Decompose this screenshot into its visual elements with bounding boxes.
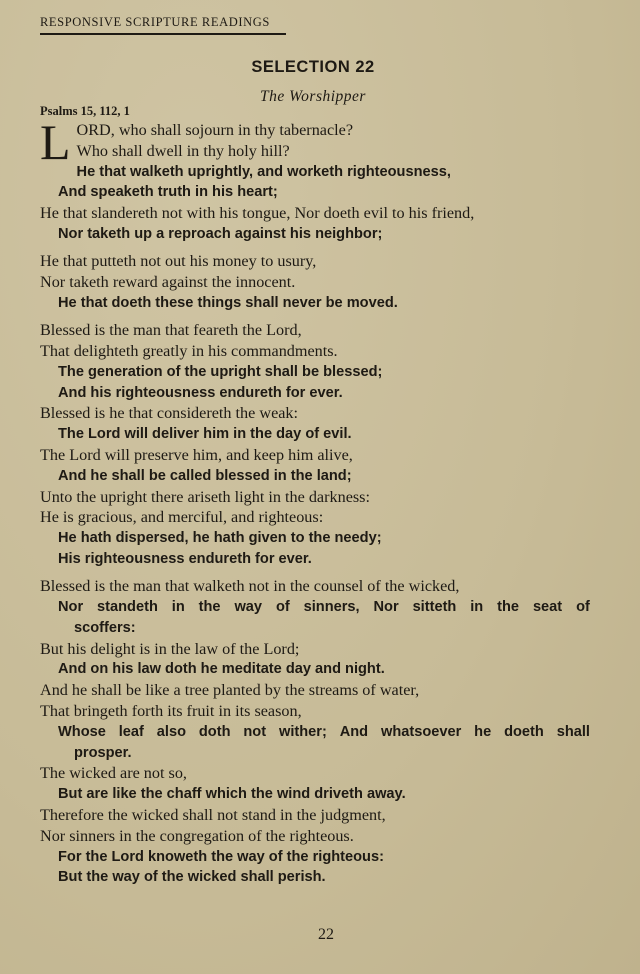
reader-line: The wicked are not so, bbox=[40, 764, 187, 783]
selection-title: SELECTION 22 bbox=[251, 58, 375, 76]
response-line: He hath dispersed, he hath given to the needy; bbox=[58, 530, 382, 547]
reader-line: That delighteth greatly in his commandments. bbox=[40, 341, 338, 360]
stanza bbox=[40, 251, 600, 313]
response-line: He that walketh uprightly, and worketh righteousness, bbox=[76, 163, 451, 180]
stanza bbox=[40, 320, 600, 570]
reading-text bbox=[40, 114, 600, 895]
reader-line: He that putteth not out his money to usury, bbox=[40, 252, 317, 271]
response-line: And he shall be called blessed in the land; bbox=[58, 467, 352, 484]
response-line: But the way of the wicked shall perish. bbox=[58, 869, 326, 886]
stanza bbox=[40, 576, 600, 888]
response-line: And his righteousness endureth for ever. bbox=[58, 384, 343, 401]
response-line: But are like the chaff which the wind driveth away. bbox=[58, 786, 406, 803]
response-line: For the Lord knoweth the way of the righteous: bbox=[58, 848, 384, 865]
response-line-text: Nor standeth in the way of sinners, Nor sitteth in the seat of bbox=[58, 599, 590, 616]
response-line: The Lord will deliver him in the day of evil. bbox=[58, 426, 352, 443]
response-line: The generation of the upright shall be blessed; bbox=[58, 363, 383, 380]
reader-line: He is gracious, and merciful, and righteous: bbox=[40, 508, 324, 527]
scripture-reference: Psalms 15, 112, 1 bbox=[40, 104, 130, 118]
reader-line: But his delight is in the law of the Lord; bbox=[40, 639, 300, 658]
reader-line: He that slandereth not with his tongue, Nor doeth evil to his friend, bbox=[40, 204, 475, 223]
stanza bbox=[40, 114, 600, 245]
response-line: He that doeth these things shall never be moved. bbox=[58, 294, 398, 311]
response-line: And on his law doth he meditate day and night. bbox=[58, 661, 385, 678]
reader-line: Blessed is the man that walketh not in the counsel of the wicked, bbox=[40, 577, 460, 596]
reader-line: The Lord will preserve him, and keep him alive, bbox=[40, 445, 353, 464]
reader-line: Nor sinners in the congregation of the righteous. bbox=[40, 826, 354, 845]
reader-line: Nor taketh reward against the innocent. bbox=[40, 273, 296, 292]
response-line bbox=[40, 597, 600, 618]
response-line-continuation: scoffers: bbox=[74, 619, 136, 636]
reader-line: Blessed is he that considereth the weak: bbox=[40, 404, 299, 423]
drop-cap: L bbox=[40, 114, 71, 170]
reader-line: That bringeth forth its fruit in its season, bbox=[40, 702, 302, 721]
selection-subtitle: The Worshipper bbox=[260, 88, 366, 105]
response-line: And speaketh truth in his heart; bbox=[58, 184, 278, 201]
response-line-text: Whose leaf also doth not wither; And whatsoever he doeth shall bbox=[58, 723, 590, 740]
reader-line: And he shall be like a tree planted by the streams of water, bbox=[40, 681, 420, 700]
reader-line: Therefore the wicked shall not stand in the judgment, bbox=[40, 806, 386, 824]
reader-line: Unto the upright there ariseth light in the darkness: bbox=[40, 487, 370, 506]
reader-line: Blessed is the man that feareth the Lord, bbox=[40, 321, 302, 340]
response-line: His righteousness endureth for ever. bbox=[58, 550, 312, 567]
reader-line: Who shall dwell in thy holy hill? bbox=[76, 141, 290, 160]
page-number: 22 bbox=[318, 926, 334, 943]
running-head: RESPONSIVE SCRIPTURE READINGS bbox=[40, 15, 286, 35]
response-line-continuation: prosper. bbox=[74, 744, 132, 761]
response-line: Nor taketh up a reproach against his neighbor; bbox=[58, 225, 383, 242]
response-line bbox=[40, 722, 600, 743]
reader-line: ORD, who shall sojourn in thy tabernacle? bbox=[76, 121, 354, 139]
